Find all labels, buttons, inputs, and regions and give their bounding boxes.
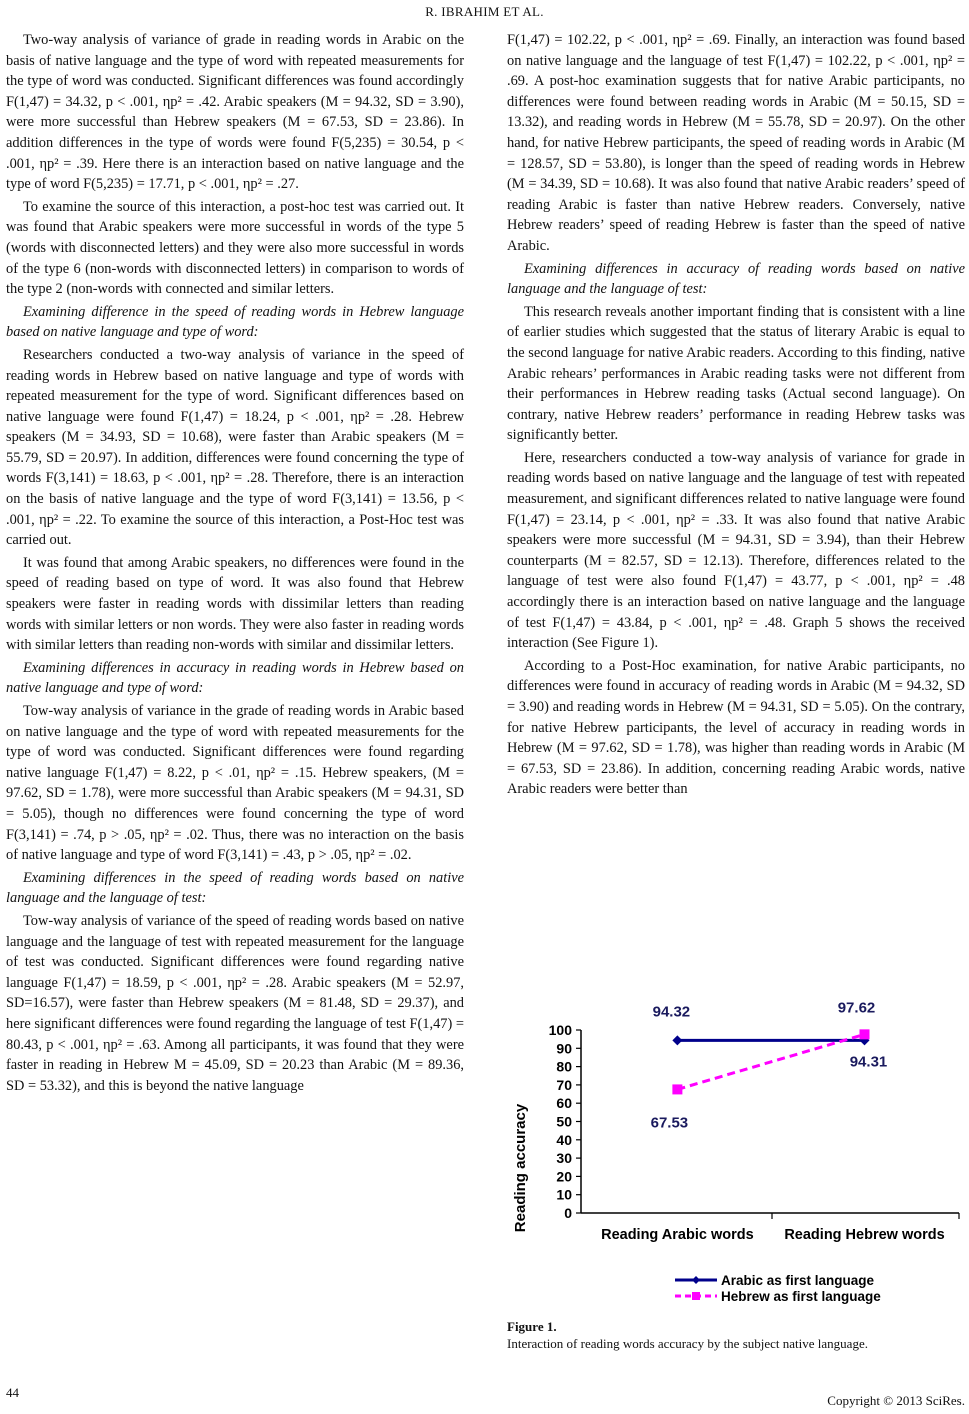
copyright: Copyright © 2013 SciRes. — [827, 1393, 965, 1408]
y-tick-label: 50 — [556, 1113, 572, 1130]
section-subheading: Examining differences in accuracy of reading words based on native language and the language of test: — [507, 260, 965, 298]
y-tick-label: 70 — [556, 1076, 572, 1093]
page-number: 44 — [6, 1385, 19, 1400]
data-label: 94.31 — [849, 1053, 888, 1071]
y-tick-label: 60 — [556, 1095, 572, 1112]
body-paragraph: This research reveals another important finding that is consistent with a line of earlier studies which suggested that the status of literary Arabic is equal to the second language for native Arabic readers. According to this finding, native Arabic rehears’ performances in Arabic reading tasks were not different from their performances in Hebrew reading tasks (Actual second language). On contrary, native Hebrew readers’ performance in reading Hebrew tasks was significantly better. — [507, 303, 965, 444]
legend-entry: Hebrew as first language — [721, 1289, 881, 1304]
body-paragraph: Two-way analysis of variance of grade in reading words in Arabic on the basis of native language and the type of word with repeated measurements for the type of word was conducted. Significant differences was found accordingly F(1,47) = 34.32, p < .001, ηp² = .42. Arabic speakers (M = 94.32, SD = 3.90), were more successful than Hebrew speakers (M = 67.53, SD = 23.86). In addition differences in the type of words were found F(5,235) = 30.54, p < .001, ηp² = .39. Here there is an interaction based on native language and the type of word F(5,235) = 17.71, p < .001, ηp² = .27. — [6, 32, 464, 193]
legend-marker — [692, 1276, 700, 1284]
figure-caption — [507, 1318, 965, 1352]
section-subheading: Examining differences in the speed of reading words based on native language and the language of test: — [6, 869, 464, 907]
right-column — [507, 30, 965, 802]
y-tick-label: 10 — [556, 1186, 572, 1203]
y-tick-label: 100 — [548, 1022, 572, 1038]
y-tick-label: 80 — [556, 1058, 572, 1075]
x-category-label: Reading Hebrew words — [784, 1227, 945, 1243]
figure-label: Figure 1. — [507, 1319, 557, 1334]
line-chart — [507, 999, 969, 1310]
data-point — [860, 1029, 870, 1039]
data-point — [672, 1035, 682, 1045]
figure-1-chart — [507, 999, 969, 1310]
data-label: 97.62 — [837, 999, 876, 1017]
left-column — [6, 30, 464, 1098]
body-paragraph: Here, researchers conducted a tow-way analysis of variance for grade in reading words based on native language and the language of test with repeated measurement, and significant differences related to native language were found F(1,47) = 23.14, p < .001, ηp² = .33. It was also found that native Arabic speakers were more successful (M = 94.31, SD = 3.94), than their Hebrew counterparts (M = 82.57, SD = 12.13). Therefore, differences related to the language of test were also found F(1,47) = 43.77, p < .001, ηp² = .48 accordingly there is an interaction based on native language and the language of test F(1,47) = 43.84, p < .001, ηp² = .48. Graph 5 shows the received interaction (See Figure 1). — [507, 449, 965, 652]
body-paragraph: To examine the source of this interaction, a post-hoc test was carried out. It was found that Arabic speakers were more successful in words of the type 5 (words with disconnected letters) and they were also more successful in words of the type 6 (non-words with disconnected letters) in comparison to words of the type 2 (non-words with connected and similar letters. — [6, 198, 464, 298]
body-paragraph: Researchers conducted a two-way analysis of variance in the speed of reading words in Hebrew based on native language and type of words with repeated measurement for the type of word. Significant differences based on native language were found F(1,47) = 18.24, p < .001, ηp² = .28. Hebrew speakers (M = 34.93, SD = 10.68), were faster than Arabic speakers (M = 55.79, SD = 20.97). In addition, differences were found concerning the type of words F(3,141) = 18.63, p < .001, ηp² = .28. Therefore, there is an interaction on the basis of native language and the type of word F(3,141) = 13.56, p < .001, ηp² = .22. To examine the source of this interaction, a Post-Hoc test was carried out. — [6, 346, 464, 549]
body-paragraph: Tow-way analysis of variance in the grade of reading words in Arabic based on native language and the type of word with repeated measurements for the type of word was conducted. Significant differences were found regarding native language F(1,47) = 8.22, p < .01, ηp² = .15. Hebrew speakers, (M = 97.62, SD = 1.78), were more successful than Arabic speakers (M = 94.31, SD = 5.05), though no differences were found concerning the type of word F(3,141) = .74, p > .05, ηp² = .02. Thus, there was no interaction on the basis of native language and type of word F(3,141) = .43, p > .05, ηp² = .02. — [6, 703, 464, 864]
y-tick-label: 90 — [556, 1040, 572, 1057]
y-axis-label: Reading accuracy — [512, 1103, 529, 1233]
section-subheading: Examining difference in the speed of reading words in Hebrew language based on native language and type of word: — [6, 303, 464, 341]
legend-entry: Arabic as first language — [721, 1273, 875, 1288]
data-point — [672, 1084, 682, 1094]
body-paragraph: Tow-way analysis of variance of the speed of reading words based on native language and the language of test with repeated measurement for the language of test was conducted. Significant differences were found regarding native language F(1,47) = 18.59, p < .001, ηp² = .28. Arabic speakers (M = 52.97, SD=16.57), were faster than Hebrew speakers (M = 81.48, SD = 29.37), and here significant differences were found regarding the language of test F(1,47) = 80.43, p < .001, ηp² = .63. Among all participants, it was found that they were faster in reading in Hebrew M = 45.09, SD = 20.23 than Arabic (M = 89.36, SD = 53.32), and this is beyond the native language — [6, 912, 464, 1094]
y-tick-label: 0 — [564, 1205, 572, 1221]
body-paragraph: According to a Post-Hoc examination, for native Arabic participants, no differences were found in accuracy of reading words in Arabic (M = 94.32, SD = 3.90) and reading words in Hebrew (M = 94.31, SD = 5.05). On the contrary, for native Hebrew participants, the level of accuracy in reading words in Hebrew (M = 97.62, SD = 1.78), was higher than reading words in Arabic (M = 67.53, SD = 23.86). In addition, concerning reading Arabic words, native Arabic readers were better than — [507, 657, 965, 798]
data-label: 94.32 — [652, 1003, 691, 1021]
running-head: R. IBRAHIM ET AL. — [425, 4, 544, 19]
section-subheading: Examining differences in accuracy in reading words in Hebrew based on native language and type of word: — [6, 659, 464, 697]
body-paragraph: F(1,47) = 102.22, p < .001, ηp² = .69. Finally, an interaction was found based on native language and the language of test F(1,47) = 102.22, p < .001, ηp² = .69. A post-hoc examination suggests that for native Arabic participants, no differences were found between reading words in Arabic (M = 50.15, SD = 13.32), and reading words in Hebrew (M = 55.78, SD = 20.97). On the other hand, for native Hebrew participants, the speed of reading words in Arabic (M = 128.57, SD = 53.80), is longer than the speed of reading words in Hebrew (M = 34.39, SD = 10.68). It was also found that native Arabic readers’ speed of reading Arabic is faster than native Hebrew readers. Conversely, native Hebrew readers’ speed of reading Hebrew is faster than the speed of native Arabic. — [507, 32, 965, 254]
x-category-label: Reading Arabic words — [601, 1227, 754, 1243]
y-tick-label: 30 — [556, 1150, 572, 1167]
y-tick-label: 20 — [556, 1168, 572, 1185]
figure-caption-text: Interaction of reading words accuracy by the subject native language. — [507, 1336, 868, 1351]
body-paragraph: It was found that among Arabic speakers, no differences were found in the speed of reading based on type of word. It was also found that Hebrew speakers were faster in reading words with dissimilar letters than reading words with similar letters or non words. They were also faster in reading words with similar letters than reading non-words with similar and dissimilar letters. — [6, 554, 464, 654]
series-line — [677, 1034, 864, 1089]
data-label: 67.53 — [650, 1114, 689, 1132]
y-tick-label: 40 — [556, 1131, 572, 1148]
legend-marker — [692, 1292, 700, 1300]
